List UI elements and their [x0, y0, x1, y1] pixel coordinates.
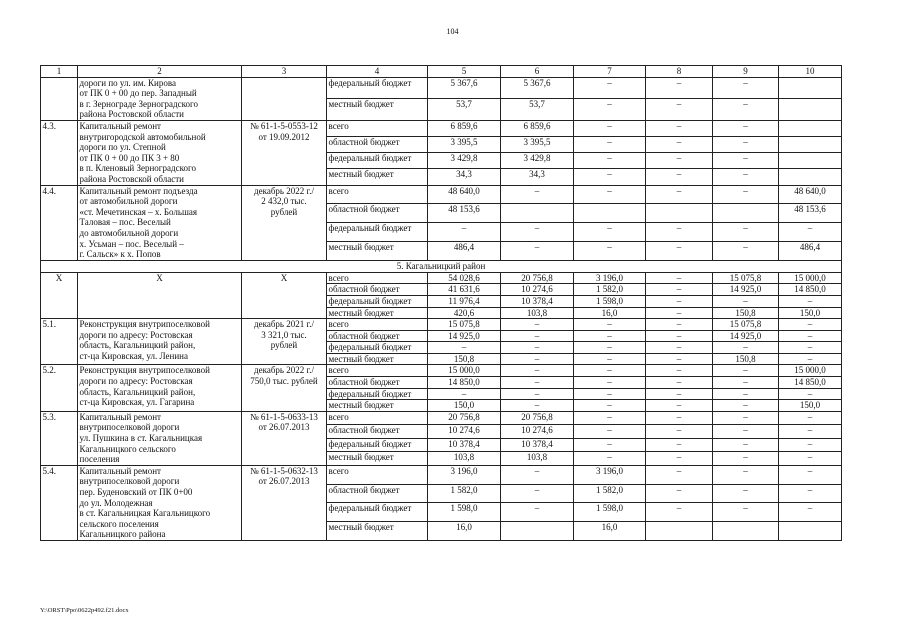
amount-v10: 48 153,6 [779, 204, 842, 223]
amount-v8: – [646, 342, 713, 354]
funding-source: областной бюджет [327, 330, 428, 342]
amount-v6: – [501, 223, 574, 242]
object-name: Х [78, 272, 242, 318]
column-header: 6 [501, 66, 574, 78]
column-header: 3 [242, 66, 327, 78]
amount-v10: – [779, 330, 842, 342]
amount-v6: – [501, 484, 574, 503]
amount-v9: 15 075,8 [713, 319, 779, 331]
amount-v6: 34,3 [501, 169, 574, 185]
amount-v7: – [574, 137, 646, 153]
column-header: 10 [779, 66, 842, 78]
funding-source: всего [327, 465, 428, 484]
section-row [41, 260, 842, 272]
funding-source: всего [327, 272, 428, 284]
column-header: 5 [428, 66, 501, 78]
amount-v10 [779, 137, 842, 153]
amount-v9: – [713, 452, 779, 466]
object-name: Реконструкция внутрипоселковой дороги по адресу: Ростовская область, Кагальницкий район, ст-ца Кировская, ул. Ленина [78, 319, 242, 365]
funding-source: местный бюджет [327, 522, 428, 541]
object-name: дороги по ул. им. Кирова от ПК 0 + 00 до пер. Западный в г. Зернограде Зерноградского района Ростовской области [78, 77, 242, 120]
document-ref: Х [242, 272, 327, 318]
amount-v7: 16,0 [574, 307, 646, 319]
amount-v10: – [779, 411, 842, 425]
amount-v5: 3 395,5 [428, 137, 501, 153]
amount-v8: – [646, 169, 713, 185]
amount-v10 [779, 522, 842, 541]
amount-v7: – [574, 411, 646, 425]
amount-v10: – [779, 503, 842, 522]
funding-source: местный бюджет [327, 400, 428, 412]
table-row [41, 272, 842, 284]
funding-source: федеральный бюджет [327, 295, 428, 307]
table-row [41, 185, 842, 204]
amount-v8 [646, 522, 713, 541]
amount-v5: – [428, 223, 501, 242]
amount-v5: 11 976,4 [428, 295, 501, 307]
amount-v8: – [646, 438, 713, 452]
amount-v9: – [713, 425, 779, 439]
amount-v8: – [646, 425, 713, 439]
amount-v8: – [646, 330, 713, 342]
amount-v10: 48 640,0 [779, 185, 842, 204]
amount-v6: – [501, 377, 574, 389]
document-ref: № 61-1-5-0633-13 от 26.07.2013 [242, 411, 327, 465]
amount-v7: – [574, 120, 646, 136]
amount-v5: 41 631,6 [428, 284, 501, 296]
amount-v10: – [779, 465, 842, 484]
amount-v6: 5 367,6 [501, 77, 574, 99]
amount-v6: – [501, 319, 574, 331]
funding-source: всего [327, 411, 428, 425]
amount-v10: – [779, 452, 842, 466]
amount-v6: – [501, 330, 574, 342]
funding-source: федеральный бюджет [327, 223, 428, 242]
amount-v8: – [646, 241, 713, 260]
amount-v7: 1 582,0 [574, 484, 646, 503]
amount-v7: – [574, 365, 646, 377]
amount-v10: – [779, 438, 842, 452]
amount-v9: – [713, 438, 779, 452]
amount-v9: – [713, 400, 779, 412]
funding-source: всего [327, 319, 428, 331]
amount-v5: 3 429,8 [428, 153, 501, 169]
amount-v6: 10 378,4 [501, 295, 574, 307]
amount-v7: – [574, 153, 646, 169]
amount-v6: – [501, 241, 574, 260]
amount-v9: 150,8 [713, 307, 779, 319]
column-header: 2 [78, 66, 242, 78]
amount-v7 [574, 204, 646, 223]
amount-v10: – [779, 295, 842, 307]
amount-v10: – [779, 342, 842, 354]
object-name: Капитальный ремонт внутрипоселковой дороги ул. Пушкина в ст. Кагальницкая Кагальницкого сельского поселения [78, 411, 242, 465]
amount-v9: – [713, 77, 779, 99]
amount-v8: – [646, 400, 713, 412]
funding-source: местный бюджет [327, 452, 428, 466]
amount-v8 [646, 204, 713, 223]
amount-v7: – [574, 353, 646, 365]
table-row [41, 465, 842, 484]
funding-source: местный бюджет [327, 241, 428, 260]
amount-v10: – [779, 319, 842, 331]
funding-source: местный бюджет [327, 99, 428, 121]
amount-v7: – [574, 400, 646, 412]
header-row [41, 66, 842, 78]
amount-v5: – [428, 342, 501, 354]
file-path: Y:\ORST\Ppo\0622p492.f21.docx [40, 607, 129, 614]
amount-v10 [779, 120, 842, 136]
amount-v8: – [646, 411, 713, 425]
amount-v5: 15 000,0 [428, 365, 501, 377]
amount-v5: 15 075,8 [428, 319, 501, 331]
amount-v5: 14 850,0 [428, 377, 501, 389]
document-ref: декабрь 2022 г./ 750,0 тыс. рублей [242, 365, 327, 411]
amount-v6: 3 395,5 [501, 137, 574, 153]
item-number: 4.3. [41, 120, 78, 185]
amount-v9: – [713, 99, 779, 121]
object-name: Капитальный ремонт подъезда от автомобильной дороги «ст. Мечетинская – х. Большая Таловая – пос. Веселый до автомобильной дороги х. Усьман – пос. Веселый – г. Сальск» к х. Попов [78, 185, 242, 260]
amount-v9: – [713, 185, 779, 204]
amount-v8: – [646, 307, 713, 319]
amount-v8: – [646, 365, 713, 377]
funding-source: всего [327, 120, 428, 136]
object-name: Капитальный ремонт внутригородской автомобильной дороги по ул. Степной от ПК 0 + 00 до ПК 3 + 80 в п. Кленовый Зерноградского района Ростовской области [78, 120, 242, 185]
amount-v10: – [779, 484, 842, 503]
amount-v6: 10 378,4 [501, 438, 574, 452]
amount-v7: – [574, 319, 646, 331]
amount-v6: 103,8 [501, 307, 574, 319]
table-row [41, 319, 842, 331]
amount-v5: 53,7 [428, 99, 501, 121]
amount-v7: – [574, 169, 646, 185]
amount-v5: 48 640,0 [428, 185, 501, 204]
amount-v9: 14 925,0 [713, 330, 779, 342]
amount-v7: 3 196,0 [574, 272, 646, 284]
table-row [41, 411, 842, 425]
amount-v5: 6 859,6 [428, 120, 501, 136]
amount-v9 [713, 522, 779, 541]
item-number: 4.4. [41, 185, 78, 260]
amount-v7: – [574, 452, 646, 466]
amount-v9: – [713, 411, 779, 425]
funding-source: областной бюджет [327, 425, 428, 439]
column-header: 7 [574, 66, 646, 78]
amount-v9: – [713, 365, 779, 377]
funding-source: федеральный бюджет [327, 153, 428, 169]
funding-source: местный бюджет [327, 307, 428, 319]
funding-source: местный бюджет [327, 353, 428, 365]
object-name: Реконструкция внутрипоселковой дороги по адресу: Ростовская область, Кагальницкий район, ст-ца Кировская, ул. Гагарина [78, 365, 242, 411]
funding-source: федеральный бюджет [327, 77, 428, 99]
amount-v8: – [646, 223, 713, 242]
item-number: 5.2. [41, 365, 78, 411]
page-number: 104 [446, 27, 459, 36]
amount-v10 [779, 153, 842, 169]
funding-source: федеральный бюджет [327, 342, 428, 354]
item-number: Х [41, 272, 78, 318]
amount-v8: – [646, 77, 713, 99]
funding-source: всего [327, 365, 428, 377]
funding-source: всего [327, 185, 428, 204]
amount-v8: – [646, 272, 713, 284]
amount-v6: 3 429,8 [501, 153, 574, 169]
amount-v9 [713, 204, 779, 223]
amount-v6: – [501, 342, 574, 354]
item-number: 5.4. [41, 465, 78, 540]
column-header: 8 [646, 66, 713, 78]
amount-v5: 20 756,8 [428, 411, 501, 425]
funding-source: областной бюджет [327, 204, 428, 223]
document-ref: декабрь 2022 г./ 2 432,0 тыс. рублей [242, 185, 327, 260]
amount-v5: 10 274,6 [428, 425, 501, 439]
amount-v6: 103,8 [501, 452, 574, 466]
funding-source: федеральный бюджет [327, 388, 428, 400]
amount-v9: – [713, 169, 779, 185]
amount-v7: – [574, 99, 646, 121]
funding-source: областной бюджет [327, 377, 428, 389]
amount-v5: 1 582,0 [428, 484, 501, 503]
amount-v7: 16,0 [574, 522, 646, 541]
amount-v8: – [646, 465, 713, 484]
amount-v8: – [646, 295, 713, 307]
amount-v10: – [779, 388, 842, 400]
amount-v6 [501, 522, 574, 541]
amount-v6: – [501, 388, 574, 400]
amount-v9: – [713, 241, 779, 260]
amount-v8: – [646, 353, 713, 365]
amount-v10 [779, 77, 842, 99]
amount-v7: – [574, 438, 646, 452]
amount-v7: – [574, 388, 646, 400]
amount-v6: 10 274,6 [501, 425, 574, 439]
amount-v5: 420,6 [428, 307, 501, 319]
amount-v8: – [646, 137, 713, 153]
amount-v8: – [646, 377, 713, 389]
column-header: 1 [41, 66, 78, 78]
amount-v7: 3 196,0 [574, 465, 646, 484]
document-ref: декабрь 2021 г./ 3 321,0 тыс. рублей [242, 319, 327, 365]
amount-v5: 14 925,0 [428, 330, 501, 342]
amount-v7: – [574, 425, 646, 439]
amount-v10: 150,0 [779, 307, 842, 319]
funding-source: федеральный бюджет [327, 503, 428, 522]
amount-v8: – [646, 319, 713, 331]
table-row [41, 77, 842, 99]
amount-v10: 14 850,0 [779, 284, 842, 296]
amount-v10 [779, 169, 842, 185]
section-title: 5. Кагальницкий район [41, 260, 842, 272]
amount-v8: – [646, 99, 713, 121]
amount-v10: 15 000,0 [779, 272, 842, 284]
amount-v10: – [779, 353, 842, 365]
amount-v5: 150,0 [428, 400, 501, 412]
table-row [41, 365, 842, 377]
item-number: 5.3. [41, 411, 78, 465]
column-header: 4 [327, 66, 428, 78]
amount-v6: – [501, 353, 574, 365]
funding-source: областной бюджет [327, 137, 428, 153]
amount-v5: 16,0 [428, 522, 501, 541]
amount-v6: – [501, 465, 574, 484]
amount-v5: 486,4 [428, 241, 501, 260]
amount-v7: – [574, 342, 646, 354]
document-ref [242, 77, 327, 120]
amount-v5: 34,3 [428, 169, 501, 185]
amount-v6: – [501, 185, 574, 204]
amount-v7: – [574, 377, 646, 389]
amount-v6: – [501, 400, 574, 412]
amount-v5: 103,8 [428, 452, 501, 466]
amount-v10 [779, 99, 842, 121]
amount-v10: – [779, 425, 842, 439]
amount-v5: 10 378,4 [428, 438, 501, 452]
amount-v9: – [713, 342, 779, 354]
amount-v9: – [713, 137, 779, 153]
amount-v10: 150,0 [779, 400, 842, 412]
table-row [41, 120, 842, 136]
amount-v7: – [574, 330, 646, 342]
amount-v6: 53,7 [501, 99, 574, 121]
amount-v5: – [428, 388, 501, 400]
funding-source: областной бюджет [327, 284, 428, 296]
amount-v6 [501, 204, 574, 223]
object-name: Капитальный ремонт внутрипоселковой дороги пер. Буденовский от ПК 0+00 до ул. Молодежная в ст. Кагальницкая Кагальницкого сельского поселения Кагальницкого района [78, 465, 242, 540]
amount-v5: 48 153,6 [428, 204, 501, 223]
amount-v7: 1 598,0 [574, 503, 646, 522]
amount-v8: – [646, 153, 713, 169]
amount-v7: 1 582,0 [574, 284, 646, 296]
amount-v5: 3 196,0 [428, 465, 501, 484]
amount-v5: 5 367,6 [428, 77, 501, 99]
amount-v6: – [501, 365, 574, 377]
amount-v7: – [574, 223, 646, 242]
amount-v10: 14 850,0 [779, 377, 842, 389]
amount-v8: – [646, 503, 713, 522]
amount-v9: – [713, 223, 779, 242]
column-header: 9 [713, 66, 779, 78]
amount-v9: – [713, 120, 779, 136]
amount-v5: 1 598,0 [428, 503, 501, 522]
amount-v8: – [646, 452, 713, 466]
amount-v10: – [779, 223, 842, 242]
document-ref: № 61-1-5-0553-12 от 19.09.2012 [242, 120, 327, 185]
amount-v9: – [713, 153, 779, 169]
financing-table [40, 65, 842, 541]
amount-v9: 15 075,8 [713, 272, 779, 284]
amount-v9: 150,8 [713, 353, 779, 365]
amount-v6: 20 756,8 [501, 272, 574, 284]
amount-v9: – [713, 295, 779, 307]
amount-v6: 20 756,8 [501, 411, 574, 425]
amount-v7: 1 598,0 [574, 295, 646, 307]
amount-v7: – [574, 185, 646, 204]
funding-source: федеральный бюджет [327, 438, 428, 452]
document-ref: № 61-1-5-0632-13 от 26.07.2013 [242, 465, 327, 540]
item-number: 5.1. [41, 319, 78, 365]
amount-v7: – [574, 241, 646, 260]
amount-v8: – [646, 484, 713, 503]
amount-v6: – [501, 503, 574, 522]
amount-v9: 14 925,0 [713, 284, 779, 296]
amount-v8: – [646, 388, 713, 400]
amount-v5: 150,8 [428, 353, 501, 365]
amount-v10: 486,4 [779, 241, 842, 260]
amount-v9: – [713, 465, 779, 484]
amount-v6: 6 859,6 [501, 120, 574, 136]
amount-v9: – [713, 503, 779, 522]
amount-v8: – [646, 120, 713, 136]
amount-v10: 15 000,0 [779, 365, 842, 377]
funding-source: областной бюджет [327, 484, 428, 503]
amount-v8: – [646, 284, 713, 296]
amount-v9: – [713, 388, 779, 400]
item-number [41, 77, 78, 120]
amount-v9: – [713, 377, 779, 389]
amount-v7: – [574, 77, 646, 99]
amount-v6: 10 274,6 [501, 284, 574, 296]
amount-v9: – [713, 484, 779, 503]
amount-v8: – [646, 185, 713, 204]
amount-v5: 54 028,6 [428, 272, 501, 284]
funding-source: местный бюджет [327, 169, 428, 185]
